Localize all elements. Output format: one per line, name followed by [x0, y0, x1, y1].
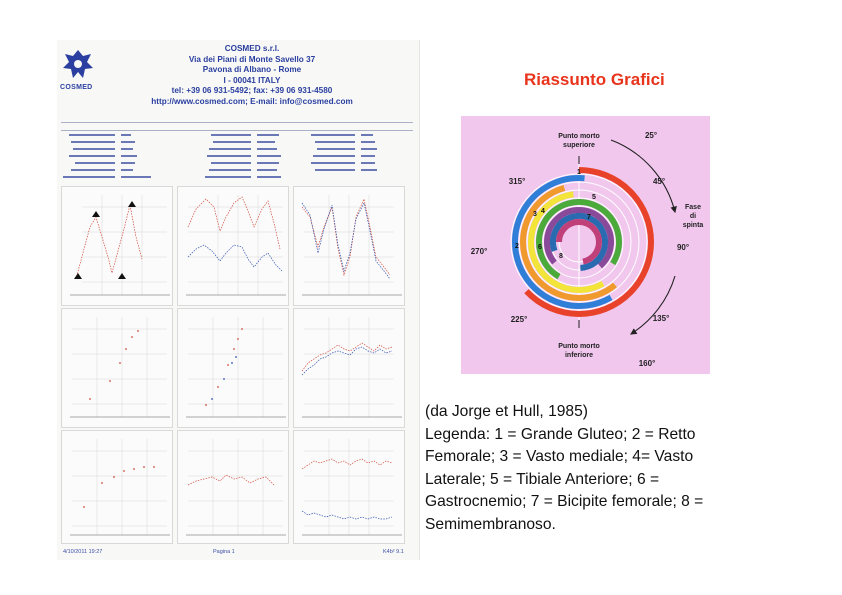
angle-label: 225° — [510, 315, 528, 324]
graph-panel — [177, 308, 289, 428]
muscle-number: 2 — [515, 243, 519, 250]
report-header — [97, 44, 407, 108]
caption-line: Semimembranoso. — [425, 515, 556, 533]
header-line: Via dei Piani di Monte Savello 37 — [188, 54, 316, 64]
caption-line: Femorale; 3 = Vasto mediale; 4= Vasto — [425, 448, 694, 465]
graph-panel — [293, 430, 405, 544]
muscle-number: 1 — [577, 169, 581, 176]
caption-line: Gastrocnemio; 7 = Bicipite femorale; 8 = — [425, 493, 704, 510]
muscle-number: 6 — [538, 244, 542, 251]
angle-label: 160° — [638, 359, 656, 368]
header-line: COSMED s.r.l. — [224, 44, 280, 53]
header-line: I - 00041 ITALY — [223, 75, 281, 85]
metadata-rows — [61, 132, 413, 192]
push-phase-arrow — [611, 140, 675, 212]
caption-line: Laterale; 5 = Tibiale Anteriore; 6 = — [425, 470, 660, 488]
muscle-number: 7 — [587, 214, 591, 221]
caption-line: Legenda: 1 = Grande Gluteo; 2 = Retto — [425, 425, 696, 443]
cosmed-report-scan — [57, 40, 420, 560]
page-title: Riassunto Grafici — [524, 70, 665, 89]
angle-label: 315° — [508, 177, 526, 186]
caption-source: (da Jorge et Hull, 1985) — [425, 403, 588, 420]
angle-label: 135° — [652, 314, 670, 323]
bottom-dead-center-label: Punto morto — [558, 343, 600, 350]
push-phase-label: di — [689, 213, 697, 220]
graph-panel — [61, 308, 173, 428]
push-phase-label: spinta — [682, 222, 704, 229]
logo-text: COSMED — [60, 84, 93, 91]
figure-caption — [425, 401, 785, 536]
bottom-dead-center-label: inferiore — [564, 352, 594, 359]
muscle-number: 5 — [592, 194, 596, 201]
report-metadata-block — [61, 122, 413, 190]
graph-panel — [293, 186, 405, 306]
footer-device: K4b² 9.1 — [383, 549, 404, 555]
angle-label: 45° — [652, 177, 666, 186]
graph-panel — [293, 308, 405, 428]
push-phase-label: Fase — [685, 204, 701, 211]
top-dead-center-label: Punto morto — [558, 133, 600, 140]
top-dead-center-label: superiore — [563, 142, 595, 149]
footer-date: 4/10/2011 19:27 — [63, 549, 103, 555]
header-line: http://www.cosmed.com; E-mail: info@cosmed.com — [151, 96, 353, 106]
graph-panel — [61, 186, 173, 306]
angle-label: 90° — [676, 243, 690, 252]
muscle-number: 8 — [559, 253, 563, 260]
header-line: Pavona di Albano - Rome — [202, 65, 302, 75]
muscle-activation-wheel — [461, 116, 710, 374]
muscle-number: 4 — [541, 208, 545, 215]
muscle-number: 3 — [533, 211, 537, 218]
cosmed-logo-icon — [61, 46, 95, 86]
graph-panel — [177, 430, 289, 544]
footer-page: Pagina 1 — [213, 549, 235, 555]
graph-panel — [61, 430, 173, 544]
angle-label: 25° — [644, 131, 658, 140]
graph-panel — [177, 186, 289, 306]
wheel-diagram — [461, 116, 710, 374]
angle-label: 270° — [470, 247, 488, 256]
header-line: tel: +39 06 931-5492; fax: +39 06 931-4580 — [171, 86, 333, 96]
